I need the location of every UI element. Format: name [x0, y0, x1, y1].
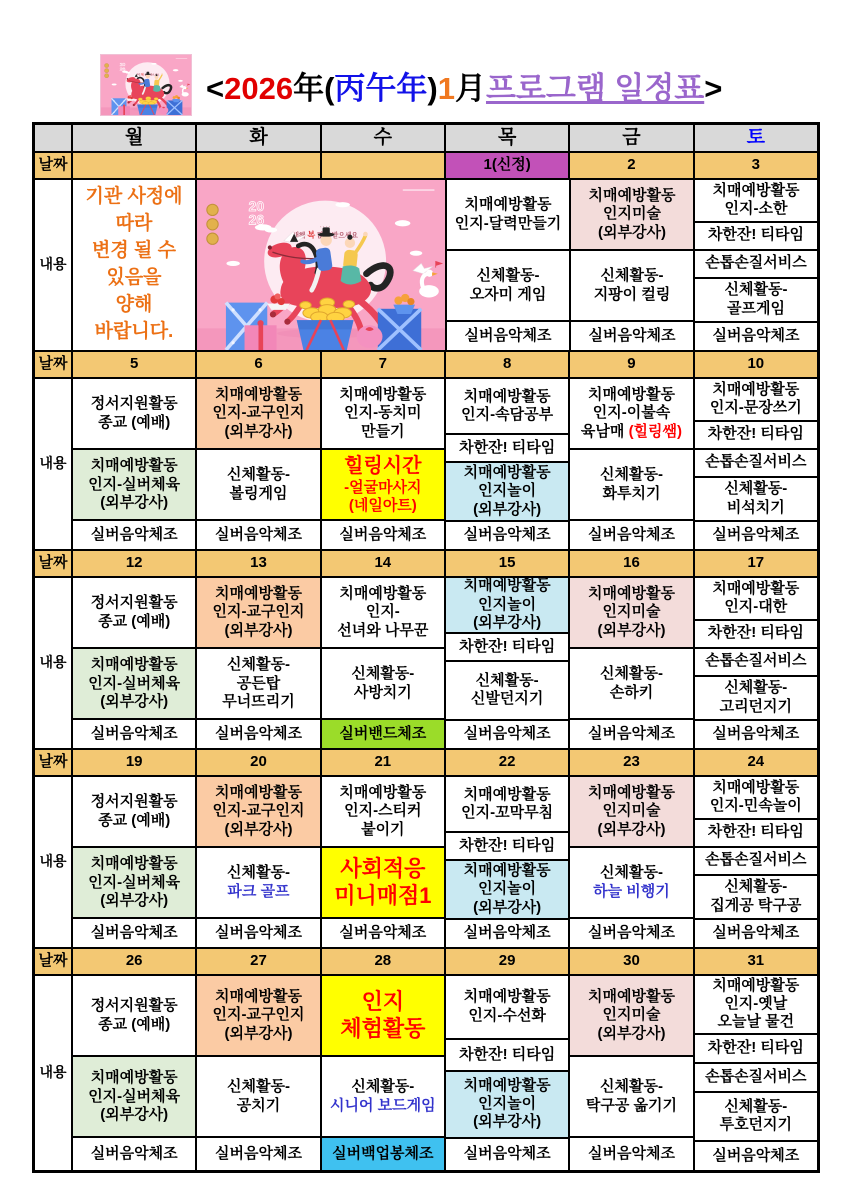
day-column	[695, 578, 819, 750]
day-column	[197, 379, 321, 551]
page-header	[100, 54, 722, 116]
day-column	[570, 578, 694, 750]
activity-cell: 인지 체험활동	[322, 976, 446, 1057]
calendar-table	[32, 122, 820, 1173]
activity-cell: 실버음악체조	[695, 920, 819, 949]
day-column	[197, 578, 321, 750]
date-cell: 9	[570, 352, 694, 379]
activity-cell: 신체활동- 고리던지기	[695, 677, 819, 721]
activity-cell: 실버음악체조	[197, 919, 321, 949]
activity-cell: 치매예방활동 인지-꼬막무침	[446, 777, 570, 833]
activity-cell: 실버음악체조	[695, 522, 819, 551]
activity-cell: 실버음악체조	[446, 1139, 570, 1172]
activity-cell: 정서지원활동 종교 (예배)	[73, 976, 197, 1057]
day-column	[695, 180, 819, 352]
page-title	[206, 63, 722, 108]
content-row-label: 내용	[35, 976, 73, 1172]
date-cell: 12	[73, 551, 197, 578]
date-cell: 27	[197, 949, 321, 976]
activity-cell: 치매예방활동 인지-교구인지 (외부강사)	[197, 777, 321, 848]
activity-cell: 치매예방활동 인지놀이 (외부강사)	[446, 578, 570, 634]
date-cell: 8	[446, 352, 570, 379]
activity-cell: 실버음악체조	[73, 720, 197, 750]
activity-cell: 손톱손질서비스	[695, 251, 819, 279]
activity-cell: 치매예방활동 인지-교구인지 (외부강사)	[197, 379, 321, 450]
activity-cell: 실버음악체조	[322, 521, 446, 551]
date-cell: 26	[73, 949, 197, 976]
activity-cell: 신체활동- 공치기	[197, 1057, 321, 1138]
activity-cell: 치매예방활동 인지-이불속 육남매 (힐링쌤)	[570, 379, 694, 450]
activity-cell: 신체활동- 탁구공 옮기기	[570, 1057, 694, 1138]
day-header-금: 금	[570, 125, 694, 153]
date-cell: 30	[570, 949, 694, 976]
activity-cell: 차한잔! 티타임	[446, 833, 570, 861]
title-segment: 年	[293, 70, 325, 106]
date-cell: 29	[446, 949, 570, 976]
day-column	[73, 379, 197, 551]
activity-cell: 실버음악체조	[695, 721, 819, 750]
activity-cell: 치매예방활동 인지-실버체육 (외부강사)	[73, 1057, 197, 1138]
date-cell: 10	[695, 352, 819, 379]
title-segment: 月	[454, 70, 486, 106]
activity-cell: 신체활동- 오자미 게임	[447, 251, 571, 322]
title-segment: 2026	[224, 70, 294, 106]
activity-cell: 손톱손질서비스	[695, 848, 819, 876]
date-cell: 15	[446, 551, 570, 578]
date-cell	[322, 153, 446, 180]
activity-cell: 치매예방활동 인지-달력만들기	[447, 180, 571, 251]
activity-cell: 치매예방활동 인지놀이 (외부강사)	[446, 1072, 570, 1139]
activity-cell: 치매예방활동 인지미술 (외부강사)	[570, 976, 694, 1057]
date-cell: 23	[570, 750, 694, 777]
new-year-card-image	[197, 180, 447, 352]
activity-cell: 치매예방활동 인지-실버체육 (외부강사)	[73, 450, 197, 521]
day-header-목: 목	[446, 125, 570, 153]
date-cell: 3	[695, 153, 819, 180]
activity-cell: 신체활동- 투호던지기	[695, 1093, 819, 1142]
activity-cell: 실버음악체조	[570, 521, 694, 551]
notice-cell: 기관 사정에 따라 변경 될 수 있음을 양해 바랍니다.	[73, 180, 197, 352]
activity-cell: 신체활동- 화투치기	[570, 450, 694, 521]
activity-cell: 치매예방활동 인지미술 (외부강사)	[571, 180, 695, 251]
activity-cell: 신체활동- 볼링게임	[197, 450, 321, 521]
day-column	[73, 180, 197, 352]
activity-cell: 정서지원활동 종교 (예배)	[73, 379, 197, 450]
title-segment: )	[427, 70, 438, 106]
title-segment: 프로그램 일정표	[485, 70, 705, 106]
date-cell	[73, 153, 197, 180]
activity-cell: 차한잔! 티타임	[695, 820, 819, 848]
activity-cell: 신체활동- 하늘 비행기	[570, 848, 694, 919]
content-row-label: 내용	[35, 777, 73, 949]
title-segment: (	[324, 70, 335, 106]
activity-cell: 치매예방활동 인지-수선화	[446, 976, 570, 1040]
date-row-label: 날짜	[35, 750, 73, 777]
activity-cell: 실버음악체조	[447, 322, 571, 352]
activity-cell: 치매예방활동 인지-문장쓰기	[695, 379, 819, 422]
date-cell: 16	[570, 551, 694, 578]
title-segment: <	[206, 70, 225, 106]
activity-cell: 신체활동- 손하키	[570, 649, 694, 720]
title-segment: >	[704, 70, 723, 106]
activity-cell: 치매예방활동 인지-실버체육 (외부강사)	[73, 649, 197, 720]
date-cell: 7	[322, 352, 446, 379]
day-header-토: 토	[695, 125, 819, 153]
activity-cell: 실버음악체조	[570, 1138, 694, 1172]
date-cell: 22	[446, 750, 570, 777]
activity-cell: 실버음악체조	[197, 720, 321, 750]
activity-cell: 실버음악체조	[322, 919, 446, 949]
activity-cell: 차한잔! 티타임	[695, 621, 819, 649]
day-column	[695, 379, 819, 551]
activity-cell: 치매예방활동 인지미술 (외부강사)	[570, 578, 694, 649]
activity-cell: 신체활동- 비석치기	[695, 478, 819, 522]
activity-cell: 실버음악체조	[73, 919, 197, 949]
day-column	[73, 777, 197, 949]
day-column	[322, 777, 446, 949]
day-column	[197, 976, 321, 1172]
day-column	[446, 976, 570, 1172]
activity-cell: 차한잔! 티타임	[695, 422, 819, 450]
activity-cell: 치매예방활동 인지-동치미 만들기	[322, 379, 446, 450]
day-header-수: 수	[322, 125, 446, 153]
day-column	[571, 180, 695, 352]
day-column	[695, 777, 819, 949]
activity-cell: 치매예방활동 인지- 선녀와 나무꾼	[322, 578, 446, 649]
activity-cell: 치매예방활동 인지놀이 (외부강사)	[446, 861, 570, 920]
content-row-label: 내용	[35, 379, 73, 551]
activity-cell: 치매예방활동 인지-민속놀이	[695, 777, 819, 820]
day-column	[570, 379, 694, 551]
activity-cell: 실버음악체조	[73, 1138, 197, 1172]
date-cell: 5	[73, 352, 197, 379]
activity-cell: 신체활동- 집게공 탁구공	[695, 876, 819, 920]
day-column	[447, 180, 571, 352]
corner-cell	[35, 125, 73, 153]
date-cell	[197, 153, 321, 180]
activity-cell: 실버음악체조	[570, 919, 694, 949]
activity-cell: 치매예방활동 인지-대한	[695, 578, 819, 621]
date-cell: 24	[695, 750, 819, 777]
activity-cell: 치매예방활동 인지-속담공부	[446, 379, 570, 435]
day-column	[446, 777, 570, 949]
activity-cell: 치매예방활동 인지놀이 (외부강사)	[446, 463, 570, 522]
activity-cell: 차한잔! 티타임	[446, 435, 570, 463]
activity-cell: 실버음악체조	[695, 323, 819, 352]
activity-cell: 신체활동- 사방치기	[322, 649, 446, 720]
title-segment: 1	[437, 70, 455, 106]
date-cell: 17	[695, 551, 819, 578]
date-row-label: 날짜	[35, 153, 73, 180]
day-column	[695, 976, 819, 1172]
day-column	[73, 976, 197, 1172]
activity-cell: 실버음악체조	[73, 521, 197, 551]
date-row-label: 날짜	[35, 551, 73, 578]
day-header-화: 화	[197, 125, 321, 153]
activity-cell: 치매예방활동 인지-교구인지 (외부강사)	[197, 976, 321, 1057]
activity-cell: 실버음악체조	[571, 322, 695, 352]
activity-cell: 신체활동- 지팡이 컬링	[571, 251, 695, 322]
day-column	[197, 777, 321, 949]
activity-cell: 치매예방활동 인지-교구인지 (외부강사)	[197, 578, 321, 649]
activity-cell: 차한잔! 티타임	[695, 1035, 819, 1064]
day-header-월: 월	[73, 125, 197, 153]
date-cell: 13	[197, 551, 321, 578]
date-cell: 31	[695, 949, 819, 976]
activity-cell: 치매예방활동 인지-스티커 붙이기	[322, 777, 446, 848]
title-segment: 丙午年	[334, 70, 428, 106]
activity-cell: 실버음악체조	[446, 920, 570, 949]
day-column	[322, 379, 446, 551]
activity-cell: 사회적응 미니매점1	[322, 848, 446, 919]
date-row-label: 날짜	[35, 352, 73, 379]
new-year-logo-image	[100, 54, 192, 116]
date-cell: 21	[322, 750, 446, 777]
activity-cell: 힐링시간 -얼굴마사지 (네일아트)	[322, 450, 446, 521]
date-cell: 28	[322, 949, 446, 976]
activity-cell: 차한잔! 티타임	[446, 634, 570, 662]
day-column	[322, 578, 446, 750]
activity-cell: 신체활동- 공든탑 무너뜨리기	[197, 649, 321, 720]
date-row-label: 날짜	[35, 949, 73, 976]
date-cell: 6	[197, 352, 321, 379]
activity-cell: 실버밴드체조	[322, 720, 446, 750]
activity-cell: 손톱손질서비스	[695, 649, 819, 677]
activity-cell: 치매예방활동 인지-옛날 오늘날 물건	[695, 976, 819, 1035]
activity-cell: 신체활동- 골프게임	[695, 279, 819, 323]
day-column	[73, 578, 197, 750]
date-cell: 1(신정)	[446, 153, 570, 180]
activity-cell: 차한잔! 티타임	[695, 223, 819, 251]
activity-cell: 신체활동- 시니어 보드게임	[322, 1057, 446, 1138]
activity-cell: 실버음악체조	[695, 1142, 819, 1172]
content-row-label: 내용	[35, 578, 73, 750]
activity-cell: 실버음악체조	[446, 522, 570, 551]
content-row-label: 내용	[35, 180, 73, 352]
day-column	[446, 578, 570, 750]
activity-cell: 신체활동- 신발던지기	[446, 662, 570, 721]
activity-cell: 실버음악체조	[446, 721, 570, 750]
activity-cell: 실버음악체조	[197, 1138, 321, 1172]
activity-cell: 치매예방활동 인지미술 (외부강사)	[570, 777, 694, 848]
activity-cell: 정서지원활동 종교 (예배)	[73, 578, 197, 649]
day-column	[570, 777, 694, 949]
activity-cell: 차한잔! 티타임	[446, 1040, 570, 1072]
day-column	[446, 379, 570, 551]
activity-cell: 실버음악체조	[570, 720, 694, 750]
activity-cell: 치매예방활동 인지-실버체육 (외부강사)	[73, 848, 197, 919]
activity-cell: 손톱손질서비스	[695, 1064, 819, 1093]
date-cell: 2	[570, 153, 694, 180]
date-cell: 14	[322, 551, 446, 578]
activity-cell: 손톱손질서비스	[695, 450, 819, 478]
day-column	[322, 976, 446, 1172]
activity-cell: 실버음악체조	[197, 521, 321, 551]
activity-cell: 치매예방활동 인지-소한	[695, 180, 819, 223]
activity-cell: 정서지원활동 종교 (예배)	[73, 777, 197, 848]
activity-cell: 실버백업봉체조	[322, 1138, 446, 1172]
day-column	[570, 976, 694, 1172]
date-cell: 19	[73, 750, 197, 777]
activity-cell: 신체활동- 파크 골프	[197, 848, 321, 919]
date-cell: 20	[197, 750, 321, 777]
